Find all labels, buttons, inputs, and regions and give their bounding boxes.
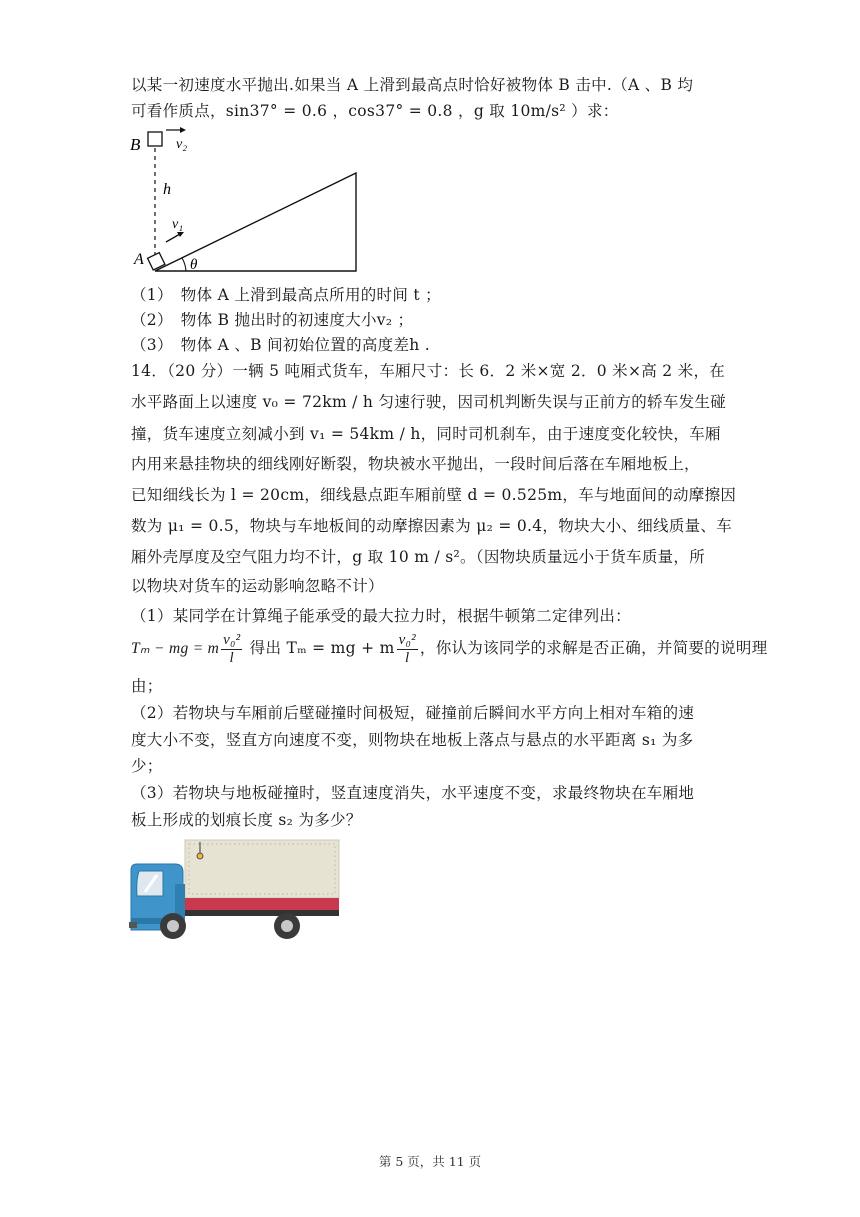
p14-line-7: 厢外壳厚度及空气阻力均不计，g 取 10 m / s²。（因物块质量远小于货车质量，所 xyxy=(131,548,706,566)
p14-line-13: 度大小不变，竖直方向速度不变，则物块在地板上落点与悬点的水平距离 s₁ 为多 xyxy=(131,731,694,749)
formula-mid: 得出 Tₘ = mg + m xyxy=(244,639,395,657)
p13-intro-line1: 以某一初速度水平抛出.如果当 A 上滑到最高点时恰好被物体 B 击中.（A 、B 均 xyxy=(131,76,694,94)
p13-question-1: （1） 物体 A 上滑到最高点所用的时间 t ； xyxy=(131,286,441,304)
p13-question-3: （3） 物体 A 、B 间初始位置的高度差h . xyxy=(131,336,431,354)
p14-line-4: 内用来悬挂物块的细线刚好断裂，物块被水平抛出，一段时间后落在车厢地板上， xyxy=(131,455,700,473)
incline-wedge xyxy=(155,173,356,271)
label-b: B xyxy=(130,135,141,154)
p14-line-11: 由； xyxy=(131,677,163,695)
p14-line-2: 水平路面上以速度 v₀ = 72km / h 匀速行驶，因司机判断失误与正前方的轿车发生碰 xyxy=(131,393,727,411)
p14-line-6: 数为 μ₁ = 0.5，物块与车地板间的动摩擦因素为 μ₂ = 0.4，物块大小、细线质量、车 xyxy=(131,517,733,535)
p14-formula-line xyxy=(131,632,768,666)
p14-line-1: 14．（20 分）一辆 5 吨厢式货车，车厢尺寸：长 6．2 米×宽 2．0 米×高 2 米，在 xyxy=(131,362,726,380)
label-theta: θ xyxy=(190,257,198,273)
formula-fraction-2: $\frac{\text{v₀²}}{l}$ xyxy=(398,632,416,666)
label-h: h xyxy=(163,181,171,198)
incline-figure xyxy=(128,122,368,277)
p13-intro-line2: 可看作质点，sin37° = 0.6 ，cos37° = 0.8 ，g 取 10m/s² ）求： xyxy=(131,102,619,120)
truck-illustration xyxy=(129,838,343,942)
label-a: A xyxy=(134,251,144,268)
label-v2: v₂ xyxy=(176,137,188,152)
p14-line-14: 少； xyxy=(131,757,163,775)
formula-fraction-1: $\frac{\text{v₀²}}{l}$ xyxy=(223,632,241,666)
p14-line-8: 以物块对货车的运动影响忽略不计） xyxy=(131,577,384,595)
p14-line-16: 板上形成的划痕长度 s₂ 为多少？ xyxy=(131,811,362,829)
p13-question-2: （2） 物体 B 抛出时的初速度大小v₂ ； xyxy=(131,311,414,329)
label-v1: v₁ xyxy=(172,217,184,232)
page-footer: 第 5 页，共 11 页 xyxy=(378,1154,482,1169)
p14-line-5: 已知细线长为 l = 20cm，细线悬点距车厢前壁 d = 0.525m，车与地面间的动摩擦因 xyxy=(131,486,737,504)
hanging-block xyxy=(197,853,203,859)
cargo-box xyxy=(185,840,339,898)
block-b xyxy=(148,132,162,146)
chassis-stripe xyxy=(185,898,339,910)
formula-part1: Tₘ − mg = m xyxy=(131,640,220,657)
p14-line-12: （2）若物块与车厢前后壁碰撞时间极短，碰撞前后瞬间水平方向上相对车箱的速 xyxy=(131,704,695,722)
p14-line-3: 撞，货车速度立刻减小到 v₁ = 54km / h，同时司机刹车，由于速度变化较快，车厢 xyxy=(131,425,721,443)
p14-line-9: （1）某同学在计算绳子能承受的最大拉力时，根据牛顿第二定律列出： xyxy=(131,607,631,625)
p14-line-15: （3）若物块与地板碰撞时，竖直速度消失，水平速度不变，求最终物块在车厢地 xyxy=(131,784,695,802)
formula-tail: ，你认为该同学的求解是否正确，并简要的说明理 xyxy=(419,639,768,657)
